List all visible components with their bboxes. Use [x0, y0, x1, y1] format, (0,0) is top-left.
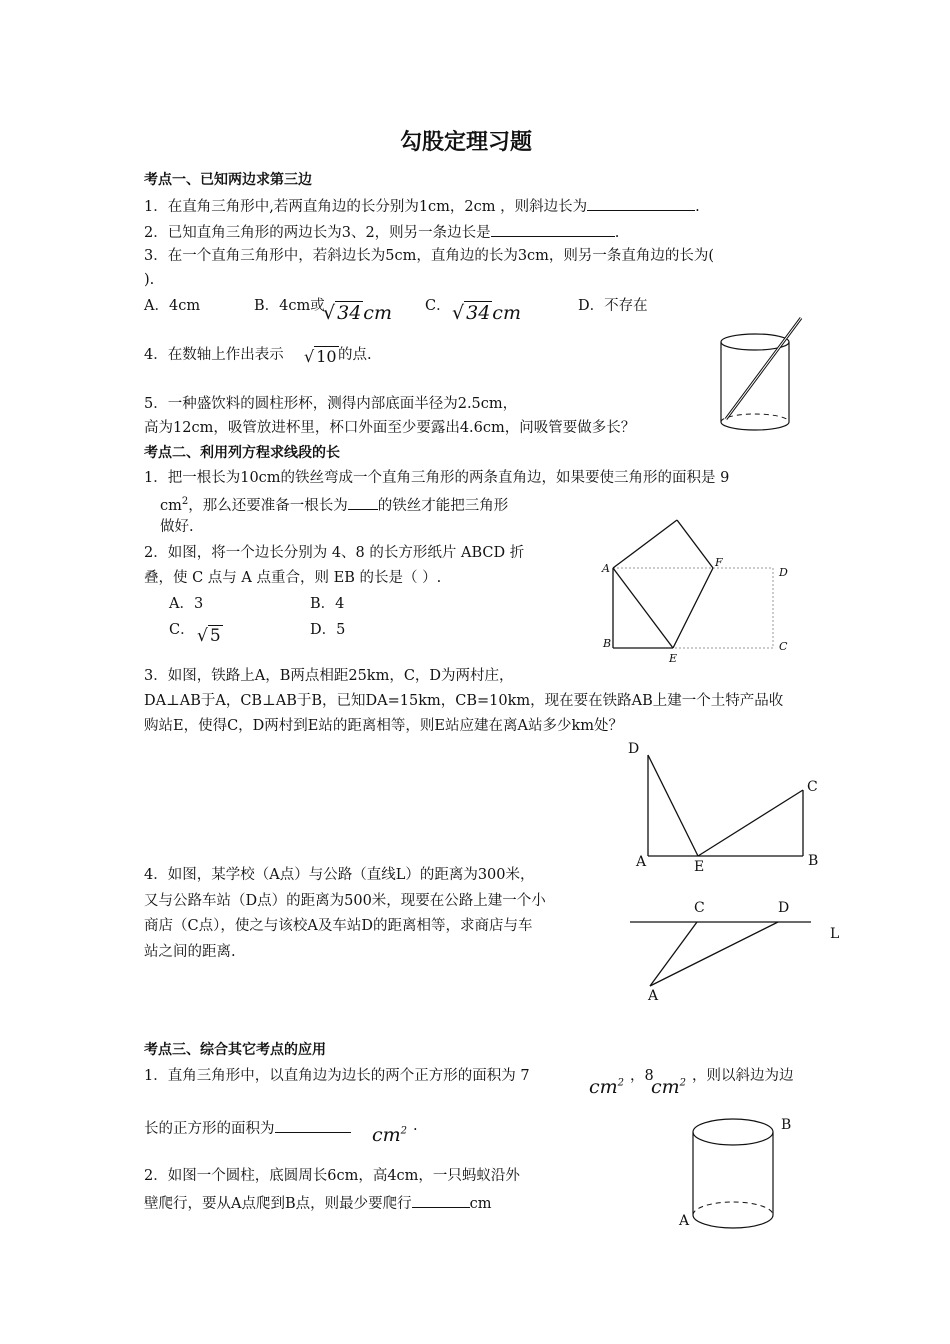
sqrt-34-cm-c: √ 34 cm [452, 302, 521, 324]
folded-edge-2 [677, 520, 713, 568]
label-a: A [648, 988, 659, 1004]
label-b: B [603, 637, 612, 650]
unit: cm [372, 1124, 401, 1146]
question-2-3-line1: 3．如图，铁路上A，B两点相距25km，C，D为两村庄， [144, 668, 514, 684]
superscript: 2 [400, 1125, 408, 1137]
question-3-1-line1: 1．直角三角形中，以直角边为边长的两个正方形的面积为 7 [144, 1068, 530, 1084]
answer-blank[interactable] [587, 196, 695, 211]
sqrt-10: √ 10 [304, 347, 337, 366]
unit-cm2-answer [372, 1124, 407, 1147]
label-a: A [602, 562, 610, 575]
option-d: D．5 [310, 622, 346, 638]
option-c: C． [425, 298, 451, 314]
question-end: . [695, 199, 700, 215]
option-b: B．4 [310, 596, 345, 612]
sqrt-5: √ 5 [197, 626, 221, 646]
question-2-4-line1: 4．如图，某学校（A点）与公路（直线L）的距离为300米， [144, 867, 535, 883]
question-text: 2．已知直角三角形的两边长为3、2，则另一条边长是 [144, 225, 491, 241]
question-1-4 [144, 347, 284, 364]
section-heading-2: 考点二、利用列方程求线段的长 [144, 445, 340, 461]
question-2-4-line3: 商店（C点），使之与该校A及车站D的距离相等，求商店与车 [144, 918, 533, 934]
option-b [254, 298, 325, 315]
radicand: 34 [337, 302, 362, 324]
unit: cm [469, 1196, 492, 1212]
answer-blank[interactable] [491, 222, 615, 237]
label-d: D [778, 900, 790, 916]
question-2-3-line2: DA⊥AB于A，CB⊥AB于B，已知DA=15km，CB=10km，现在要在铁路AB上建一个土特产品收 [144, 693, 784, 709]
option-c: C． [169, 622, 195, 638]
unit-cm2-second [651, 1076, 686, 1099]
page-title: 勾股定理习题 [400, 130, 533, 155]
label-e: E [669, 652, 678, 665]
question-1-3-line1: 3．在一个直角三角形中，若斜边长为5cm，直角边的长为3cm，则另一条直角边的长为( [144, 248, 715, 264]
label-e: E [694, 859, 705, 875]
segment-ec [698, 790, 803, 856]
unit: cm [492, 302, 521, 324]
crease-ef [673, 568, 713, 648]
question-2-3-line3: 购站E，使得C，D两村到E站的距离相等，则E站应建在离A站多少km处？ [144, 718, 623, 734]
answer-blank[interactable] [348, 495, 378, 510]
label-b: B [781, 1117, 792, 1133]
radicand: 10 [316, 347, 337, 366]
question-text: 的铁丝才能把三角形 [377, 498, 509, 514]
segment-ad [650, 922, 778, 986]
label-c: C [807, 779, 818, 795]
question-3-2-line2 [144, 1193, 492, 1213]
cylinder-top-ellipse [693, 1119, 773, 1145]
section-heading-3: 考点三、综合其它考点的应用 [144, 1042, 326, 1058]
question-2-2-line1: 2．如图，将一个边长分别为 4、8 的长方形纸片 ABCD 折 [144, 545, 525, 561]
question-3-1-comma: ，8 [630, 1068, 654, 1084]
question-text: 4．在数轴上作出表示 [144, 347, 284, 363]
cylinder-figure [690, 1112, 785, 1237]
unit: cm [160, 498, 182, 514]
question-1-5-line1: 5．一种盛饮料的圆柱形杯，测得内部底面半径为2.5cm， [144, 396, 518, 412]
cup-bottom-back [721, 414, 789, 422]
option-a: A．3 [169, 596, 204, 612]
segment-de [648, 755, 698, 856]
question-3-1-line2 [144, 1118, 351, 1138]
superscript: 2 [679, 1077, 687, 1089]
segment-ac [650, 922, 697, 986]
question-text: 壁爬行，要从A点爬到B点，则最少要爬行 [144, 1196, 412, 1212]
radicand: 34 [466, 302, 491, 324]
section-heading-1: 考点一、已知两边求第三边 [144, 172, 312, 188]
question-1-5-line2: 高为12cm，吸管放进杯里，杯口外面至少要露出4.6cm，问吸管要做多长？ [144, 420, 636, 436]
question-1-2 [144, 222, 619, 242]
label-c: C [779, 640, 788, 653]
question-3-1-end: . [413, 1118, 418, 1134]
question-3-2-line1: 2．如图一个圆柱，底圆周长6cm，高4cm，一只蚂蚁沿外 [144, 1168, 520, 1184]
question-text: ，那么还要准备一根长为 [188, 498, 348, 514]
question-2-1-line1: 1．把一根长为10cm的铁丝弯成一个直角三角形的两条直角边，如果要使三角形的面积是 9 [144, 470, 730, 486]
question-2-1-line3: 做好. [160, 519, 194, 535]
cylinder-bottom-front [693, 1215, 773, 1228]
label-a: A [679, 1213, 690, 1229]
superscript: 2 [617, 1077, 625, 1089]
question-2-2-line2: 叠，使 C 点与 A 点重合，则 EB 的长是（ ）. [144, 570, 442, 586]
road-figure [628, 910, 818, 995]
label-b: B [808, 853, 819, 869]
answer-blank[interactable] [412, 1193, 470, 1208]
label-f: F [715, 556, 723, 569]
question-1-1 [144, 196, 700, 216]
label-a: A [636, 854, 647, 870]
question-1-4-end: 的点. [338, 347, 372, 363]
question-2-4-line2: 又与公路车站（D点）的距离为500米，现要在公路上建一个小 [144, 893, 546, 909]
option-d: D．不存在 [578, 298, 648, 314]
question-3-1-tail: ，则以斜边为边 [692, 1068, 794, 1084]
cup-bottom-front [721, 422, 789, 430]
railway-figure [640, 745, 820, 865]
sqrt-34-cm-b: √ 34 cm [323, 302, 392, 324]
option-a: A．4cm [144, 298, 201, 314]
cup-straw-figure [718, 315, 808, 440]
unit-cm2-first [589, 1076, 624, 1099]
label-l: L [830, 926, 840, 942]
superscript: 2 [181, 496, 189, 508]
folded-edge-1 [613, 520, 677, 568]
answer-blank[interactable] [275, 1118, 351, 1133]
question-text: 长的正方形的面积为 [144, 1121, 275, 1137]
fold-ae [613, 568, 673, 648]
label-d: D [628, 741, 640, 757]
unit: cm [589, 1076, 618, 1098]
cylinder-bottom-back [693, 1202, 773, 1215]
question-text: 1．在直角三角形中,若两直角边的长分别为1cm，2cm ，则斜边长为 [144, 199, 588, 215]
label-d: D [779, 566, 788, 579]
question-end: . [614, 225, 620, 241]
question-2-4-line4: 站之间的距离. [144, 944, 236, 960]
straw-inner [726, 318, 801, 419]
question-1-3-line2: ). [144, 272, 155, 288]
radicand: 5 [209, 626, 221, 646]
unit: cm [363, 302, 392, 324]
folded-rectangle-figure [598, 515, 798, 665]
question-2-1-line2 [160, 495, 508, 515]
unit: cm [651, 1076, 680, 1098]
option-b-label: B．4cm或 [254, 298, 325, 314]
label-c: C [694, 900, 705, 916]
